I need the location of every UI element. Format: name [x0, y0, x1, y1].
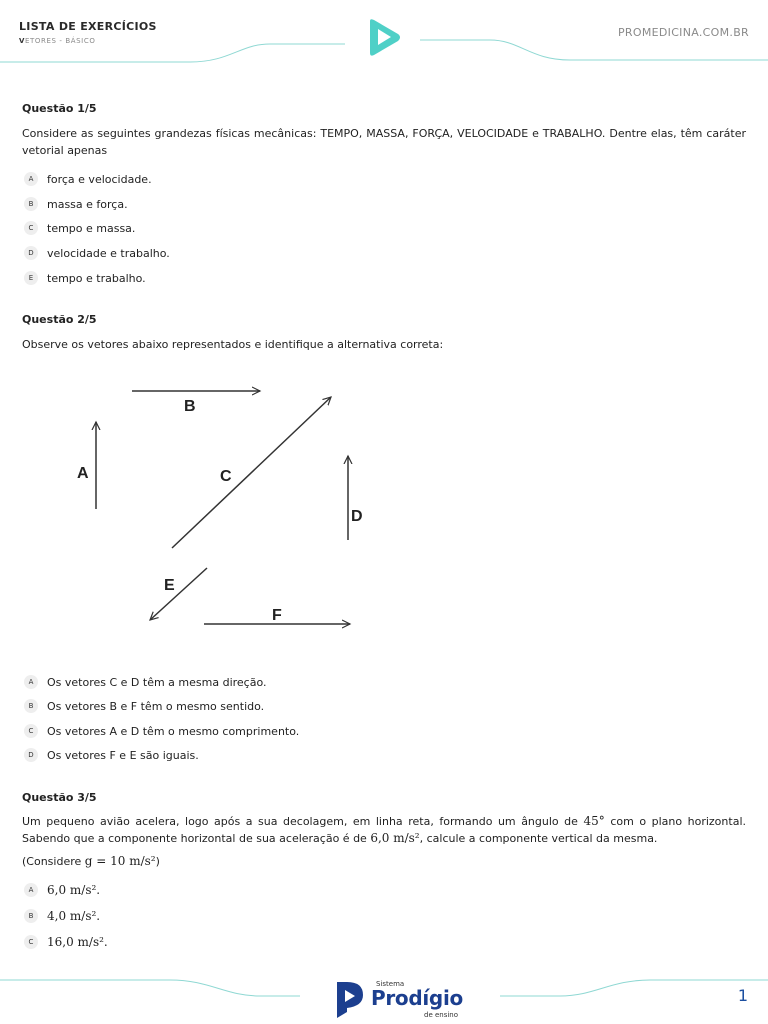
option-letter: B: [24, 699, 38, 713]
option-letter: A: [24, 883, 38, 897]
option-text: força e velocidade.: [47, 172, 152, 186]
question-1-option-b[interactable]: [24, 196, 128, 212]
prodigio-logo-icon: [333, 980, 369, 1020]
option-letter: C: [24, 221, 38, 235]
question-3-consider: (Considere g = 10 m/s²): [22, 854, 160, 868]
option-letter: C: [24, 935, 38, 949]
question-3-heading: Questão 3/5: [22, 791, 97, 804]
footer-ensino-label: de ensino: [424, 1011, 459, 1019]
option-text: massa e força.: [47, 197, 128, 211]
option-text: 4,0 m/s².: [47, 909, 101, 923]
option-text: 6,0 m/s².: [47, 883, 101, 897]
option-letter: C: [24, 724, 38, 738]
question-1-option-a[interactable]: [24, 171, 152, 187]
gravity-value: g = 10 m/s²: [84, 854, 156, 868]
site-url[interactable]: PROMEDICINA.COM.BR: [618, 26, 749, 39]
vector-a-label: A: [77, 465, 89, 482]
option-text: Os vetores B e F têm o mesmo sentido.: [47, 699, 265, 713]
option-text: Os vetores F e E são iguais.: [47, 748, 199, 762]
question-3-option-a[interactable]: [24, 882, 100, 898]
vector-d-label: D: [351, 508, 363, 525]
document-subtitle: VETORES - BÁSICO: [19, 37, 96, 45]
question-1-heading: Questão 1/5: [22, 102, 97, 115]
vector-f-label: F: [272, 607, 282, 624]
option-text: 16,0 m/s².: [47, 935, 108, 949]
vectors-figure: [62, 375, 382, 635]
option-letter: B: [24, 909, 38, 923]
vector-e-arrow: [150, 568, 207, 620]
question-2-heading: Questão 2/5: [22, 313, 97, 326]
vector-c-label: C: [220, 468, 232, 485]
page-header: [0, 0, 768, 64]
option-letter: A: [24, 675, 38, 689]
option-text: velocidade e trabalho.: [47, 246, 170, 260]
question-2-option-c[interactable]: [24, 723, 299, 739]
question-2-option-d[interactable]: [24, 747, 199, 763]
question-1-option-d[interactable]: [24, 245, 170, 261]
horizontal-accel-value: 6,0 m/s²: [370, 831, 420, 845]
angle-value: 45°: [583, 814, 605, 828]
question-1-text: Considere as seguintes grandezas físicas mecânicas: TEMPO, MASSA, FORÇA, VELOCIDADE e TRABALHO. Dentre elas, têm caráter vetorial apenas: [22, 127, 746, 157]
option-letter: B: [24, 197, 38, 211]
question-2-option-b[interactable]: [24, 698, 264, 714]
question-1-option-e[interactable]: [24, 270, 146, 286]
vector-e-label: E: [164, 577, 175, 594]
question-2-option-a[interactable]: [24, 674, 267, 690]
question-2-text: Observe os vetores abaixo representados e identifique a alternativa correta:: [22, 338, 444, 351]
footer-sistema-label: Sistema: [376, 980, 405, 988]
option-text: Os vetores A e D têm o mesmo comprimento.: [47, 724, 300, 738]
option-text: tempo e trabalho.: [47, 271, 146, 285]
question-1-option-c[interactable]: [24, 220, 135, 236]
page-number: 1: [737, 986, 748, 1005]
question-3-option-c[interactable]: [24, 934, 108, 950]
promedicina-logo-icon: [364, 17, 404, 57]
footer-brand-name: Prodígio: [371, 986, 463, 1010]
document-title: LISTA DE EXERCÍCIOS: [19, 20, 157, 33]
question-3-option-b[interactable]: [24, 908, 100, 924]
option-letter: D: [24, 246, 38, 260]
option-text: Os vetores C e D têm a mesma direção.: [47, 675, 267, 689]
option-letter: A: [24, 172, 38, 186]
option-text: tempo e massa.: [47, 221, 136, 235]
question-3-text: Um pequeno avião acelera, logo após a sua decolagem, em linha reta, formando um ângulo de 45° com o plano horizontal. Sabendo que a componente horizontal de sua aceleração é de 6,0 m/s², calcule a componente vertical da mesma.: [22, 814, 746, 845]
option-letter: D: [24, 748, 38, 762]
vector-b-label: B: [184, 398, 196, 415]
option-letter: E: [24, 271, 38, 285]
vector-c-arrow: [172, 397, 331, 548]
